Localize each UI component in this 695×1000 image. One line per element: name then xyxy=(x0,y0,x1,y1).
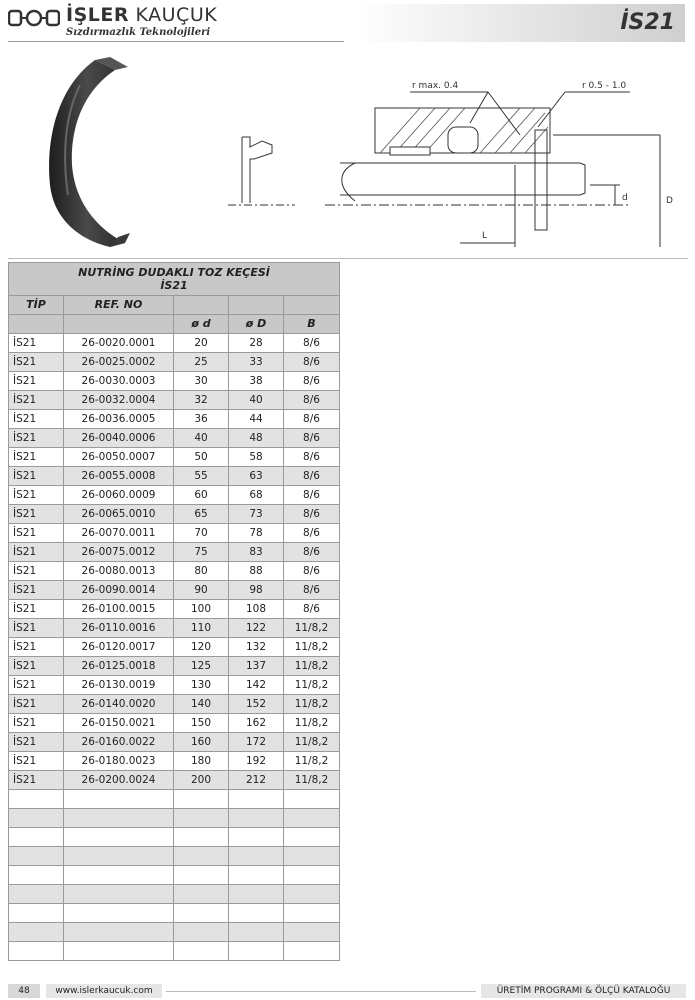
cell-ref: 26-0090.0014 xyxy=(64,581,174,600)
cell-ref: 26-0065.0010 xyxy=(64,505,174,524)
cell-D: 192 xyxy=(229,752,284,771)
technical-drawing xyxy=(220,75,690,255)
cell-d: 110 xyxy=(174,619,229,638)
table-title-line1: NUTRİNG DUDAKLI TOZ KEÇESİ xyxy=(78,266,270,279)
cell-B: 11/8,2 xyxy=(284,638,340,657)
table-row xyxy=(9,714,340,733)
cell-d: 70 xyxy=(174,524,229,543)
empty-cell xyxy=(174,866,229,885)
col-header-blank xyxy=(229,296,284,315)
cell-D: 40 xyxy=(229,391,284,410)
table-row xyxy=(9,448,340,467)
cell-d: 80 xyxy=(174,562,229,581)
table-row xyxy=(9,581,340,600)
table-subheader-row xyxy=(9,315,340,334)
product-code-banner xyxy=(355,4,685,42)
table-row xyxy=(9,524,340,543)
cell-ref: 26-0070.0011 xyxy=(64,524,174,543)
col-header-d: ø d xyxy=(174,315,229,334)
cell-tip: İS21 xyxy=(9,657,64,676)
cell-D: 212 xyxy=(229,771,284,790)
page-header xyxy=(0,0,695,50)
cell-B: 8/6 xyxy=(284,334,340,353)
cell-D: 137 xyxy=(229,657,284,676)
product-code: İS21 xyxy=(620,10,675,35)
cell-tip: İS21 xyxy=(9,543,64,562)
cell-tip: İS21 xyxy=(9,429,64,448)
empty-cell xyxy=(174,809,229,828)
cell-tip: İS21 xyxy=(9,695,64,714)
cell-ref: 26-0080.0013 xyxy=(64,562,174,581)
table-body xyxy=(9,334,340,961)
cell-d: 120 xyxy=(174,638,229,657)
cell-tip: İS21 xyxy=(9,448,64,467)
empty-cell xyxy=(174,790,229,809)
empty-cell xyxy=(174,904,229,923)
cell-d: 55 xyxy=(174,467,229,486)
cell-d: 75 xyxy=(174,543,229,562)
empty-cell xyxy=(284,885,340,904)
cell-tip: İS21 xyxy=(9,467,64,486)
empty-cell xyxy=(9,866,64,885)
empty-cell xyxy=(284,790,340,809)
empty-cell xyxy=(284,904,340,923)
empty-cell xyxy=(229,923,284,942)
seal-product-image xyxy=(40,55,135,250)
empty-cell xyxy=(229,847,284,866)
cell-B: 8/6 xyxy=(284,372,340,391)
cell-D: 108 xyxy=(229,600,284,619)
cell-tip: İS21 xyxy=(9,714,64,733)
size-table xyxy=(8,262,340,961)
cell-ref: 26-0032.0004 xyxy=(64,391,174,410)
empty-cell xyxy=(64,866,174,885)
table-row xyxy=(9,372,340,391)
section-divider xyxy=(8,258,688,259)
empty-cell xyxy=(284,809,340,828)
cell-ref: 26-0160.0022 xyxy=(64,733,174,752)
table-row xyxy=(9,486,340,505)
empty-cell xyxy=(9,828,64,847)
cell-d: 90 xyxy=(174,581,229,600)
cell-B: 11/8,2 xyxy=(284,752,340,771)
cell-tip: İS21 xyxy=(9,334,64,353)
empty-cell xyxy=(229,790,284,809)
cell-D: 122 xyxy=(229,619,284,638)
table-row xyxy=(9,334,340,353)
dim-d-label: d xyxy=(622,193,628,203)
empty-cell xyxy=(229,866,284,885)
empty-cell xyxy=(229,904,284,923)
cell-d: 50 xyxy=(174,448,229,467)
cell-D: 152 xyxy=(229,695,284,714)
empty-cell xyxy=(284,923,340,942)
cell-B: 11/8,2 xyxy=(284,657,340,676)
cell-tip: İS21 xyxy=(9,562,64,581)
cell-d: 30 xyxy=(174,372,229,391)
table-title-row xyxy=(9,263,340,296)
col-header-blank xyxy=(284,296,340,315)
cell-tip: İS21 xyxy=(9,410,64,429)
empty-row xyxy=(9,885,340,904)
cell-ref: 26-0110.0016 xyxy=(64,619,174,638)
cell-B: 8/6 xyxy=(284,391,340,410)
cell-B: 11/8,2 xyxy=(284,771,340,790)
table-row xyxy=(9,676,340,695)
cell-d: 36 xyxy=(174,410,229,429)
cell-d: 160 xyxy=(174,733,229,752)
empty-cell xyxy=(229,809,284,828)
cell-tip: İS21 xyxy=(9,676,64,695)
empty-cell xyxy=(9,847,64,866)
empty-cell xyxy=(64,809,174,828)
table-row xyxy=(9,543,340,562)
cell-ref: 26-0060.0009 xyxy=(64,486,174,505)
table-row xyxy=(9,429,340,448)
empty-cell xyxy=(9,942,64,961)
empty-row xyxy=(9,904,340,923)
cell-d: 65 xyxy=(174,505,229,524)
empty-row xyxy=(9,828,340,847)
empty-cell xyxy=(9,885,64,904)
header-divider xyxy=(8,41,344,42)
empty-cell xyxy=(284,942,340,961)
empty-row xyxy=(9,790,340,809)
cell-tip: İS21 xyxy=(9,581,64,600)
cell-B: 8/6 xyxy=(284,600,340,619)
cell-d: 60 xyxy=(174,486,229,505)
cell-B: 8/6 xyxy=(284,448,340,467)
empty-row xyxy=(9,942,340,961)
cell-D: 44 xyxy=(229,410,284,429)
cell-tip: İS21 xyxy=(9,638,64,657)
cell-tip: İS21 xyxy=(9,771,64,790)
brand-tagline: Sızdırmazlık Teknolojileri xyxy=(66,27,211,38)
cell-D: 68 xyxy=(229,486,284,505)
cell-ref: 26-0200.0024 xyxy=(64,771,174,790)
cell-D: 33 xyxy=(229,353,284,372)
empty-cell xyxy=(64,828,174,847)
cell-tip: İS21 xyxy=(9,524,64,543)
cell-B: 8/6 xyxy=(284,581,340,600)
col-header-blank xyxy=(174,296,229,315)
cell-D: 88 xyxy=(229,562,284,581)
cell-ref: 26-0100.0015 xyxy=(64,600,174,619)
col-header-tip: TİP xyxy=(9,296,64,315)
empty-cell xyxy=(174,942,229,961)
cell-ref: 26-0020.0001 xyxy=(64,334,174,353)
cell-d: 25 xyxy=(174,353,229,372)
cell-tip: İS21 xyxy=(9,486,64,505)
cell-tip: İS21 xyxy=(9,752,64,771)
table-row xyxy=(9,695,340,714)
cell-ref: 26-0030.0003 xyxy=(64,372,174,391)
cell-ref: 26-0125.0018 xyxy=(64,657,174,676)
empty-cell xyxy=(174,923,229,942)
dim-L-label: L xyxy=(482,231,488,241)
cell-D: 132 xyxy=(229,638,284,657)
page-footer xyxy=(0,984,695,1000)
empty-row xyxy=(9,847,340,866)
cell-ref: 26-0055.0008 xyxy=(64,467,174,486)
cell-ref: 26-0025.0002 xyxy=(64,353,174,372)
empty-cell xyxy=(229,828,284,847)
empty-cell xyxy=(64,885,174,904)
cell-d: 130 xyxy=(174,676,229,695)
cell-D: 58 xyxy=(229,448,284,467)
cell-ref: 26-0040.0006 xyxy=(64,429,174,448)
cell-ref: 26-0150.0021 xyxy=(64,714,174,733)
cell-tip: İS21 xyxy=(9,353,64,372)
cell-tip: İS21 xyxy=(9,391,64,410)
catalog-title: ÜRETİM PROGRAMI & ÖLÇÜ KATALOĞU xyxy=(481,984,686,998)
table-header-row xyxy=(9,296,340,315)
col-header-blank xyxy=(9,315,64,334)
cell-D: 48 xyxy=(229,429,284,448)
table-row xyxy=(9,600,340,619)
cell-B: 11/8,2 xyxy=(284,733,340,752)
cell-d: 200 xyxy=(174,771,229,790)
empty-cell xyxy=(229,942,284,961)
cell-D: 98 xyxy=(229,581,284,600)
empty-cell xyxy=(64,923,174,942)
cell-d: 20 xyxy=(174,334,229,353)
empty-cell xyxy=(9,923,64,942)
cell-B: 8/6 xyxy=(284,505,340,524)
cell-d: 125 xyxy=(174,657,229,676)
page-number: 48 xyxy=(8,984,40,998)
cell-ref: 26-0120.0017 xyxy=(64,638,174,657)
table-row xyxy=(9,467,340,486)
cell-D: 83 xyxy=(229,543,284,562)
cell-D: 38 xyxy=(229,372,284,391)
col-header-D: ø D xyxy=(229,315,284,334)
cell-B: 8/6 xyxy=(284,467,340,486)
cell-D: 172 xyxy=(229,733,284,752)
empty-cell xyxy=(64,904,174,923)
cell-tip: İS21 xyxy=(9,619,64,638)
cell-ref: 26-0050.0007 xyxy=(64,448,174,467)
cell-tip: İS21 xyxy=(9,600,64,619)
table-row xyxy=(9,619,340,638)
col-header-blank xyxy=(64,315,174,334)
radius-range-label: r 0.5 - 1.0 xyxy=(582,81,627,91)
cell-B: 11/8,2 xyxy=(284,676,340,695)
table-row xyxy=(9,562,340,581)
cell-ref: 26-0180.0023 xyxy=(64,752,174,771)
cell-B: 8/6 xyxy=(284,410,340,429)
cell-ref: 26-0130.0019 xyxy=(64,676,174,695)
cell-B: 11/8,2 xyxy=(284,714,340,733)
cell-tip: İS21 xyxy=(9,733,64,752)
cell-B: 11/8,2 xyxy=(284,619,340,638)
cell-d: 140 xyxy=(174,695,229,714)
cell-ref: 26-0075.0012 xyxy=(64,543,174,562)
size-table-container xyxy=(8,262,339,961)
cell-d: 150 xyxy=(174,714,229,733)
table-row xyxy=(9,391,340,410)
table-row xyxy=(9,505,340,524)
dim-D-label: D xyxy=(666,196,673,206)
col-header-ref: REF. NO xyxy=(64,296,174,315)
cell-B: 11/8,2 xyxy=(284,695,340,714)
cell-B: 8/6 xyxy=(284,353,340,372)
cell-B: 8/6 xyxy=(284,486,340,505)
table-row xyxy=(9,733,340,752)
empty-cell xyxy=(284,847,340,866)
empty-cell xyxy=(64,847,174,866)
website-link[interactable]: www.islerkaucuk.com xyxy=(46,984,162,998)
brand-logo-icon xyxy=(8,8,60,28)
empty-cell xyxy=(174,847,229,866)
table-row xyxy=(9,771,340,790)
table-row xyxy=(9,752,340,771)
empty-cell xyxy=(9,904,64,923)
cell-D: 28 xyxy=(229,334,284,353)
empty-cell xyxy=(174,885,229,904)
brand-name xyxy=(66,4,217,26)
brand-name-bold: İŞLER xyxy=(66,4,129,26)
cell-ref: 26-0036.0005 xyxy=(64,410,174,429)
cell-D: 142 xyxy=(229,676,284,695)
empty-cell xyxy=(64,790,174,809)
cell-d: 40 xyxy=(174,429,229,448)
empty-cell xyxy=(284,866,340,885)
cell-D: 78 xyxy=(229,524,284,543)
cell-B: 8/6 xyxy=(284,429,340,448)
empty-cell xyxy=(174,828,229,847)
empty-cell xyxy=(9,809,64,828)
table-row xyxy=(9,657,340,676)
empty-row xyxy=(9,866,340,885)
cell-d: 32 xyxy=(174,391,229,410)
cell-D: 162 xyxy=(229,714,284,733)
table-row xyxy=(9,638,340,657)
footer-divider xyxy=(166,991,476,992)
empty-cell xyxy=(9,790,64,809)
cell-B: 8/6 xyxy=(284,562,340,581)
empty-cell xyxy=(64,942,174,961)
table-title-line2: İS21 xyxy=(160,279,188,292)
cell-B: 8/6 xyxy=(284,524,340,543)
cell-tip: İS21 xyxy=(9,505,64,524)
empty-row xyxy=(9,923,340,942)
cell-d: 100 xyxy=(174,600,229,619)
table-row xyxy=(9,353,340,372)
cell-B: 8/6 xyxy=(284,543,340,562)
radius-max-label: r max. 0.4 xyxy=(412,81,459,91)
empty-cell xyxy=(284,828,340,847)
cell-D: 63 xyxy=(229,467,284,486)
col-header-B: B xyxy=(284,315,340,334)
cell-tip: İS21 xyxy=(9,372,64,391)
cell-d: 180 xyxy=(174,752,229,771)
brand-name-rest: KAUÇUK xyxy=(128,4,218,26)
table-title xyxy=(9,263,340,296)
table-row xyxy=(9,410,340,429)
cell-D: 73 xyxy=(229,505,284,524)
empty-row xyxy=(9,809,340,828)
cell-ref: 26-0140.0020 xyxy=(64,695,174,714)
empty-cell xyxy=(229,885,284,904)
